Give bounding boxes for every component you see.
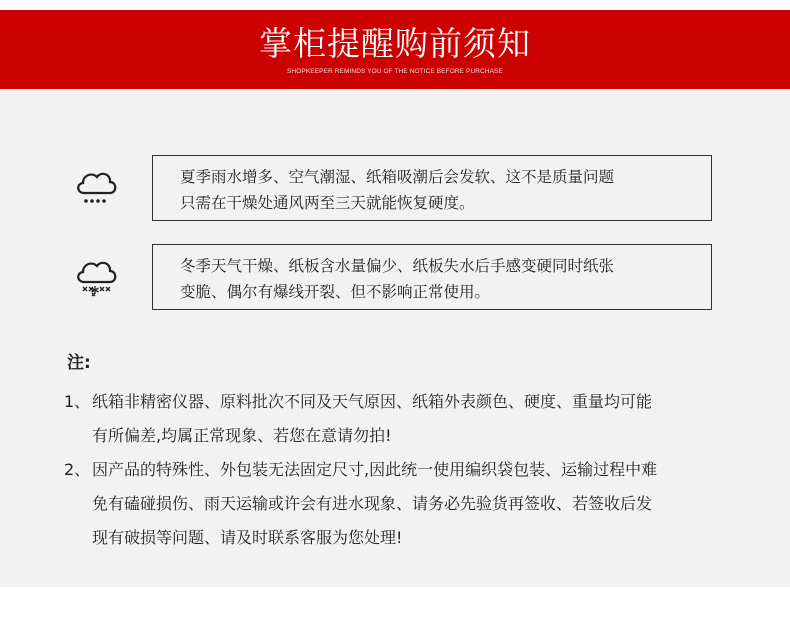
list-number: 1、: [64, 392, 91, 411]
list-text: 有所偏差,均属正常现象、若您在意请勿拍!: [92, 426, 392, 445]
notice-panel: [0, 89, 790, 587]
list-text: 免有磕碰损伤、雨天运输或许会有进水现象、请务必先验货再签收、若签收后发: [92, 494, 653, 513]
notice-summer: [152, 155, 712, 221]
notes-list: [64, 385, 744, 555]
page-subtitle: SHOPKEEPER REMINDS YOU OF THE NOTICE BEFORE PURCHASE: [287, 68, 503, 75]
list-item: [64, 385, 744, 453]
notice-line: 冬季天气干燥、纸板含水量偏少、纸板失水后手感变硬同时纸张: [180, 257, 615, 275]
notice-line: 只需在干燥处通风两至三天就能恢复硬度。: [180, 194, 475, 212]
header-banner: [0, 10, 790, 89]
page-title: 掌柜提醒购前须知: [259, 24, 531, 63]
notice-line: 变脆、偶尔有爆线开裂、但不影响正常使用。: [180, 283, 491, 301]
list-text: 纸箱非精密仪器、原料批次不同及天气原因、纸箱外表颜色、硬度、重量均可能: [92, 392, 653, 411]
snow-cloud-icon: [72, 252, 120, 300]
notice-winter: [152, 244, 712, 310]
rain-cloud-icon: [72, 163, 120, 211]
list-text: 现有破损等问题、请及时联系客服为您处理!: [92, 528, 403, 547]
notice-line: 夏季雨水增多、空气潮湿、纸箱吸潮后会发软、这不是质量问题: [180, 168, 615, 186]
list-text: 因产品的特殊性、外包装无法固定尺寸,因此统一使用编织袋包装、运输过程中难: [92, 460, 658, 479]
notes-heading: 注:: [67, 353, 91, 373]
list-item: [64, 453, 744, 555]
list-number: 2、: [64, 460, 91, 479]
